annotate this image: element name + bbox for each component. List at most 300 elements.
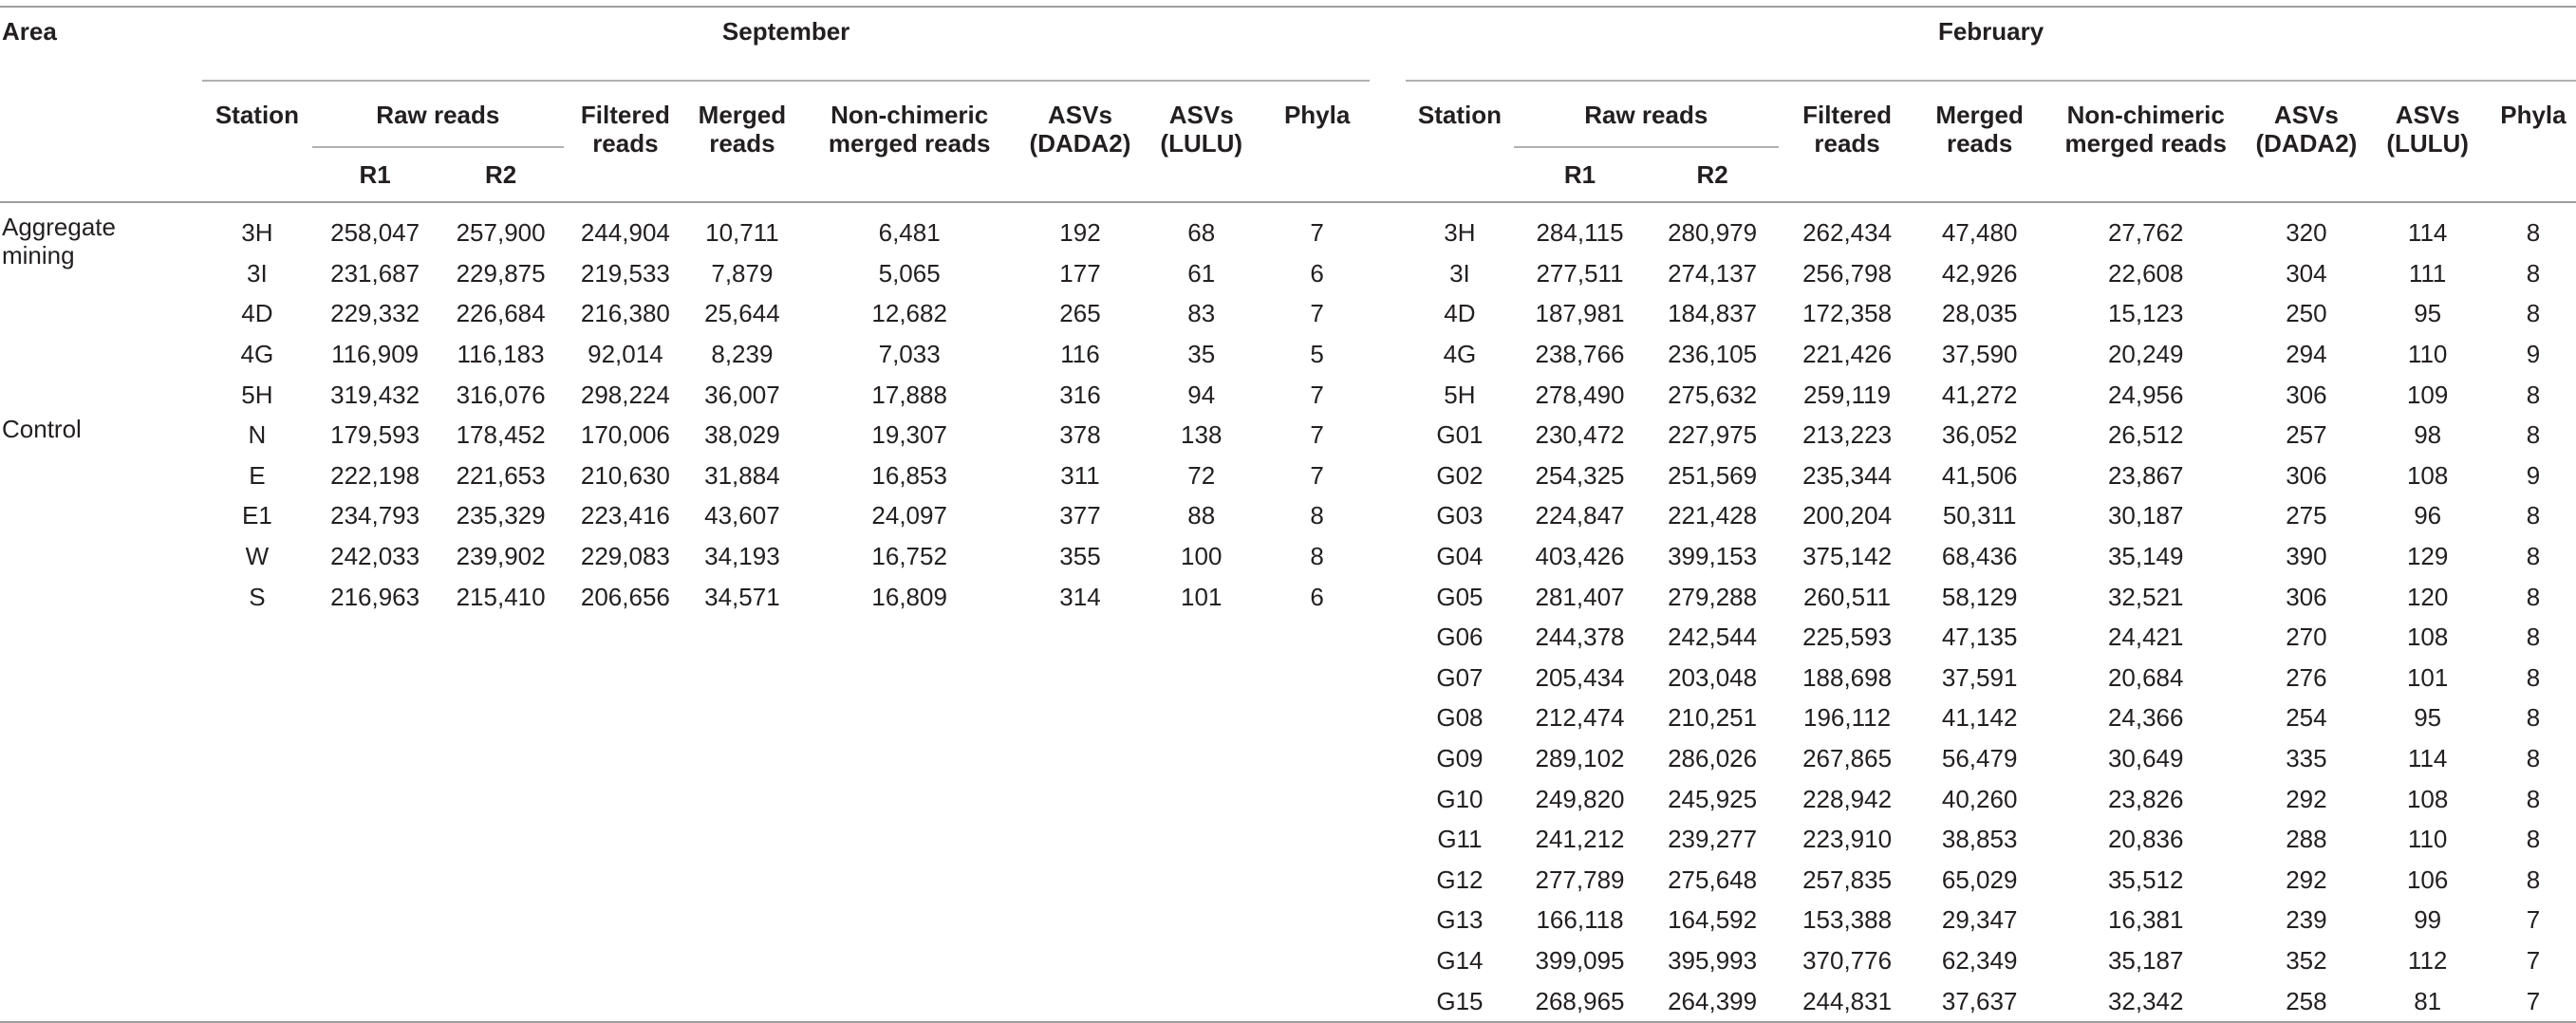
sep-r2-cell: 239,902 — [456, 542, 546, 571]
feb-merged-cell: 37,590 — [1941, 340, 2018, 369]
month-gap — [1370, 334, 1406, 375]
month-gap — [1370, 658, 1406, 698]
sep-phyla-cell: 7 — [1310, 380, 1324, 409]
sep-asvs-lulu-cell: 94 — [1187, 380, 1216, 409]
feb-asvs-dada2-cell: 257 — [2286, 420, 2327, 450]
sep-asvs-lulu-cell: 35 — [1187, 340, 1216, 369]
table-row — [0, 334, 2576, 375]
sep-merged-cell: 34,193 — [704, 542, 780, 571]
sep-station-cell: W — [245, 542, 270, 571]
sep-r2-cell: 229,875 — [456, 258, 546, 288]
sep-filtered-cell — [564, 658, 687, 698]
feb-phyla-cell: 8 — [2526, 703, 2541, 733]
feb-r1-cell: 268,965 — [1535, 986, 1625, 1015]
feb-merged-header: Merged reads — [1935, 101, 2024, 158]
sep-asvs-dada2-cell — [1021, 658, 1138, 698]
feb-station-cell: G12 — [1436, 865, 1484, 894]
sep-asvs-dada2-cell — [1021, 738, 1138, 779]
sep-raw-reads-header: Raw reads — [312, 81, 564, 147]
feb-r2-cell: 239,277 — [1668, 825, 1758, 854]
month-gap — [1370, 456, 1406, 496]
sep-asvs-lulu-cell — [1139, 778, 1264, 819]
feb-station-header: Station — [1417, 101, 1502, 129]
sep-filtered-cell: 216,380 — [580, 299, 670, 328]
feb-station-cell: G04 — [1436, 542, 1484, 571]
sep-nonchimeric-cell: 6,481 — [878, 218, 941, 248]
feb-r1-cell: 230,472 — [1535, 420, 1625, 450]
feb-asvs-dada2-cell: 306 — [2286, 380, 2327, 409]
feb-r2-header: R2 — [1696, 160, 1728, 189]
feb-filtered-cell: 375,142 — [1802, 542, 1893, 571]
feb-merged-cell: 58,129 — [1941, 582, 2018, 611]
sep-merged-header: Merged reads — [698, 101, 787, 158]
sep-asvs-lulu-cell: 83 — [1187, 299, 1216, 328]
feb-asvs-lulu-cell: 112 — [2407, 945, 2448, 975]
feb-nonchimeric-cell: 32,342 — [2107, 986, 2184, 1015]
feb-filtered-cell: 213,223 — [1802, 420, 1893, 450]
sep-r2-cell — [438, 940, 563, 981]
sep-station-cell — [202, 940, 312, 981]
feb-station-cell: G11 — [1437, 825, 1483, 854]
feb-asvs-dada2-cell: 276 — [2286, 662, 2327, 692]
feb-filtered-cell: 259,119 — [1803, 380, 1892, 409]
sep-asvs-dada2-cell — [1021, 819, 1138, 860]
table-body — [0, 203, 2576, 1022]
table-row — [0, 698, 2576, 738]
table-row — [0, 495, 2576, 536]
feb-phyla-cell: 8 — [2526, 299, 2541, 328]
sep-phyla-header: Phyla — [1283, 101, 1351, 129]
sep-asvs-dada2-cell — [1021, 980, 1138, 1022]
sep-r1-cell — [312, 617, 438, 658]
sep-r1-cell: 229,332 — [330, 299, 420, 328]
feb-r2-cell: 227,975 — [1668, 420, 1758, 450]
sep-station-cell: 5H — [241, 380, 273, 409]
sep-r1-cell — [312, 980, 438, 1022]
sep-merged-cell: 7,879 — [711, 258, 774, 288]
table-row — [0, 819, 2576, 860]
sep-nonchimeric-cell: 12,682 — [871, 299, 947, 328]
sep-r1-cell: 179,593 — [330, 420, 420, 450]
sep-merged-cell — [687, 698, 797, 738]
sep-phyla-cell: 7 — [1310, 420, 1324, 450]
sep-asvs-dada2-cell: 116 — [1060, 340, 1100, 369]
sep-r2-cell: 116,183 — [457, 340, 545, 369]
area-header: Area — [0, 7, 202, 202]
sep-asvs-lulu-cell: 100 — [1181, 542, 1223, 571]
feb-phyla-cell: 8 — [2526, 380, 2541, 409]
sep-asvs-lulu-cell — [1139, 860, 1264, 901]
feb-station-cell: 3H — [1444, 218, 1476, 248]
sep-r1-cell: 216,963 — [330, 582, 420, 611]
sep-filtered-cell — [564, 819, 687, 860]
feb-asvs-dada2-cell: 352 — [2286, 945, 2327, 975]
sep-merged-cell: 8,239 — [711, 340, 774, 369]
feb-r1-cell: 399,095 — [1535, 945, 1625, 975]
feb-merged-cell: 28,035 — [1941, 299, 2018, 328]
sep-phyla-cell — [1264, 658, 1370, 698]
table-row — [0, 203, 2576, 253]
month-gap — [1370, 374, 1406, 415]
sep-asvs-dada2-cell: 177 — [1059, 258, 1101, 288]
feb-asvs-lulu-cell: 129 — [2406, 542, 2449, 571]
sep-merged-cell — [687, 900, 797, 940]
area-cell: Control — [2, 414, 82, 443]
feb-station-cell: G03 — [1436, 501, 1484, 530]
sep-filtered-cell: 229,083 — [580, 542, 670, 571]
sep-station-cell — [202, 860, 312, 901]
feb-phyla-cell: 8 — [2526, 865, 2541, 894]
month-gap — [1370, 495, 1406, 536]
feb-phyla-cell: 7 — [2526, 945, 2541, 975]
feb-merged-cell: 62,349 — [1941, 945, 2018, 975]
feb-station-cell: G13 — [1436, 905, 1484, 935]
feb-asvs-lulu-cell: 110 — [2407, 825, 2448, 854]
sep-merged-cell — [687, 658, 797, 698]
feb-asvs-dada2-cell: 320 — [2286, 218, 2327, 248]
feb-asvs-dada2-cell: 294 — [2286, 340, 2327, 369]
sep-station-cell: 3H — [241, 218, 273, 248]
feb-r2-cell: 251,569 — [1668, 460, 1758, 490]
feb-merged-cell: 29,347 — [1941, 905, 2018, 935]
feb-r1-cell: 224,847 — [1535, 501, 1625, 530]
feb-merged-cell: 36,052 — [1941, 420, 2018, 450]
table-row — [0, 980, 2576, 1022]
table-row — [0, 658, 2576, 698]
sep-asvs-lulu-cell: 138 — [1181, 420, 1223, 450]
feb-r2-cell: 395,993 — [1668, 945, 1758, 975]
sep-station-cell: N — [248, 420, 267, 450]
sep-r2-cell — [438, 860, 563, 901]
sep-asvs-dada2-cell — [1021, 617, 1138, 658]
sep-station-cell: 4G — [240, 340, 274, 369]
sep-phyla-cell — [1264, 860, 1370, 901]
sep-asvs-lulu-cell — [1139, 698, 1264, 738]
feb-merged-cell: 41,142 — [1941, 703, 2018, 733]
feb-nonchimeric-cell: 35,149 — [2107, 542, 2184, 571]
feb-filtered-cell: 244,831 — [1802, 986, 1893, 1015]
feb-asvs-dada2-header: ASVs (DADA2) — [2255, 101, 2358, 158]
sep-r1-cell: 319,432 — [330, 380, 420, 409]
feb-asvs-dada2-cell: 335 — [2286, 744, 2327, 773]
table-row — [0, 293, 2576, 334]
month-gap — [1370, 940, 1406, 981]
feb-asvs-lulu-cell: 110 — [2407, 340, 2448, 369]
feb-phyla-cell: 9 — [2526, 460, 2541, 490]
sep-asvs-lulu-cell — [1139, 940, 1264, 981]
sep-nonchimeric-cell — [797, 860, 1022, 901]
sep-r2-cell: 235,329 — [456, 501, 546, 530]
feb-r1-cell: 238,766 — [1535, 340, 1625, 369]
feb-merged-cell: 41,272 — [1941, 380, 2018, 409]
september-header: September — [202, 7, 1370, 81]
sep-merged-cell — [687, 738, 797, 779]
sep-r2-cell — [438, 980, 563, 1022]
feb-r1-cell: 278,490 — [1535, 380, 1625, 409]
feb-phyla-cell: 8 — [2526, 218, 2541, 248]
feb-r2-cell: 203,048 — [1668, 662, 1758, 692]
feb-r1-cell: 166,118 — [1536, 905, 1624, 935]
feb-merged-cell: 37,591 — [1941, 662, 2018, 692]
feb-filtered-cell: 267,865 — [1802, 744, 1893, 773]
sep-filtered-cell: 223,416 — [580, 501, 670, 530]
sep-asvs-dada2-cell: 314 — [1059, 582, 1101, 611]
month-gap — [1370, 698, 1406, 738]
feb-r2-cell: 164,592 — [1668, 905, 1758, 935]
feb-filtered-cell: 223,910 — [1802, 825, 1893, 854]
feb-asvs-lulu-cell: 96 — [2414, 501, 2442, 530]
sep-r2-cell — [438, 778, 563, 819]
sep-nonchimeric-cell — [797, 658, 1022, 698]
feb-asvs-lulu-cell: 111 — [2408, 258, 2447, 288]
sep-phyla-cell — [1264, 698, 1370, 738]
feb-filtered-cell: 200,204 — [1802, 501, 1893, 530]
sep-nonchimeric-cell — [797, 900, 1022, 940]
sep-merged-cell — [687, 860, 797, 901]
sep-asvs-dada2-header: ASVs (DADA2) — [1029, 101, 1131, 158]
feb-nonchimeric-cell: 35,187 — [2107, 945, 2184, 975]
sep-asvs-dada2-cell: 316 — [1059, 380, 1101, 409]
feb-r2-cell: 210,251 — [1668, 703, 1758, 733]
sep-asvs-lulu-cell — [1139, 617, 1264, 658]
feb-nonchimeric-cell: 24,421 — [2107, 623, 2184, 652]
feb-filtered-cell: 257,835 — [1802, 865, 1893, 894]
feb-asvs-lulu-cell: 108 — [2406, 784, 2449, 813]
feb-r1-cell: 205,434 — [1535, 662, 1625, 692]
feb-asvs-lulu-header: ASVs (LULU) — [2386, 101, 2469, 158]
sep-r2-cell — [438, 738, 563, 779]
sep-r1-cell — [312, 819, 438, 860]
feb-asvs-dada2-cell: 306 — [2286, 582, 2327, 611]
sep-filtered-cell: 210,630 — [580, 460, 670, 490]
month-gap — [1370, 203, 1406, 253]
sep-r2-cell: 226,684 — [456, 299, 546, 328]
sep-r2-cell — [438, 819, 563, 860]
sep-phyla-cell: 6 — [1310, 582, 1324, 611]
sep-r2-cell: 178,452 — [456, 420, 546, 450]
month-gap — [1370, 81, 1406, 202]
feb-r2-cell: 280,979 — [1668, 218, 1758, 248]
sep-filtered-cell: 219,533 — [580, 258, 670, 288]
sep-nonchimeric-cell — [797, 698, 1022, 738]
sep-asvs-lulu-cell — [1139, 980, 1264, 1022]
feb-station-cell: 5H — [1444, 380, 1476, 409]
sep-asvs-lulu-cell: 68 — [1187, 218, 1216, 248]
feb-asvs-lulu-cell: 109 — [2406, 380, 2449, 409]
sep-station-cell — [202, 900, 312, 940]
sep-station-cell — [202, 819, 312, 860]
sep-merged-cell — [687, 617, 797, 658]
feb-phyla-cell: 8 — [2526, 744, 2541, 773]
sep-asvs-lulu-cell — [1139, 738, 1264, 779]
feb-asvs-lulu-cell: 114 — [2407, 218, 2448, 248]
sep-nonchimeric-cell: 24,097 — [871, 501, 947, 530]
feb-station-cell: G01 — [1436, 420, 1484, 450]
feb-nonchimeric-cell: 23,826 — [2107, 784, 2184, 813]
feb-r1-cell: 187,981 — [1535, 299, 1625, 328]
sep-asvs-dada2-cell: 311 — [1060, 460, 1100, 490]
feb-station-cell: G10 — [1436, 784, 1484, 813]
sep-filtered-cell: 206,656 — [580, 582, 670, 611]
sep-asvs-dada2-cell: 378 — [1059, 420, 1101, 450]
sep-r1-cell: 234,793 — [330, 501, 420, 530]
month-gap — [1370, 576, 1406, 617]
feb-r2-cell: 286,026 — [1668, 744, 1758, 773]
feb-station-cell: 4G — [1443, 340, 1477, 369]
month-gap — [1370, 819, 1406, 860]
sep-nonchimeric-cell — [797, 980, 1022, 1022]
feb-station-cell: 4D — [1444, 299, 1476, 328]
sep-phyla-cell — [1264, 617, 1370, 658]
sep-filtered-cell — [564, 738, 687, 779]
feb-asvs-lulu-cell: 101 — [2406, 662, 2449, 692]
sep-nonchimeric-cell — [797, 738, 1022, 779]
sep-r1-header: R1 — [359, 160, 391, 189]
sep-station-cell — [202, 738, 312, 779]
sep-filtered-cell — [564, 980, 687, 1022]
feb-r1-cell: 281,407 — [1535, 582, 1625, 611]
feb-r1-cell: 254,325 — [1535, 460, 1625, 490]
month-gap — [1370, 738, 1406, 779]
sep-nonchimeric-cell: 16,752 — [871, 542, 947, 571]
feb-phyla-cell: 8 — [2526, 501, 2541, 530]
sep-asvs-lulu-cell: 72 — [1187, 460, 1216, 490]
feb-merged-cell: 56,479 — [1941, 744, 2018, 773]
sep-phyla-cell — [1264, 819, 1370, 860]
feb-merged-cell: 41,506 — [1941, 460, 2018, 490]
sep-r2-cell — [438, 658, 563, 698]
feb-asvs-lulu-cell: 98 — [2414, 420, 2442, 450]
sep-station-cell — [202, 698, 312, 738]
sep-nonchimeric-cell: 5,065 — [878, 258, 941, 288]
sep-r1-cell — [312, 738, 438, 779]
sequencing-reads-table — [0, 6, 2576, 1023]
sep-r2-cell — [438, 900, 563, 940]
sep-station-cell — [202, 658, 312, 698]
feb-asvs-dada2-cell: 304 — [2286, 258, 2327, 288]
feb-filtered-header: Filtered reads — [1802, 101, 1893, 158]
month-gap — [1370, 536, 1406, 577]
feb-phyla-cell: 9 — [2526, 340, 2541, 369]
sep-nonchimeric-cell — [797, 940, 1022, 981]
sep-asvs-lulu-cell — [1139, 819, 1264, 860]
feb-filtered-cell: 260,511 — [1803, 582, 1892, 611]
feb-station-cell: G14 — [1436, 945, 1484, 975]
sep-r1-cell: 231,687 — [330, 258, 420, 288]
feb-r2-cell: 184,837 — [1668, 299, 1758, 328]
feb-phyla-cell: 8 — [2526, 825, 2541, 854]
feb-nonchimeric-cell: 30,187 — [2107, 501, 2184, 530]
sep-phyla-cell — [1264, 900, 1370, 940]
table-row — [0, 940, 2576, 981]
feb-filtered-cell: 256,798 — [1802, 258, 1893, 288]
sep-asvs-lulu-cell: 61 — [1187, 258, 1216, 288]
table-row — [0, 738, 2576, 779]
month-gap — [1370, 980, 1406, 1022]
sep-station-header: Station — [215, 101, 299, 129]
feb-r1-cell: 241,212 — [1535, 825, 1625, 854]
feb-merged-cell: 40,260 — [1941, 784, 2018, 813]
area-cell: Aggregate mining — [2, 213, 116, 270]
feb-nonchimeric-cell: 16,381 — [2107, 905, 2184, 935]
feb-r1-cell: 244,378 — [1535, 623, 1625, 652]
sep-asvs-dada2-cell — [1021, 778, 1138, 819]
sep-phyla-cell — [1264, 980, 1370, 1022]
sep-phyla-cell: 8 — [1310, 501, 1324, 530]
sep-merged-cell — [687, 819, 797, 860]
sep-asvs-lulu-cell — [1139, 900, 1264, 940]
sep-filtered-cell: 298,224 — [580, 380, 670, 409]
month-gap — [1370, 415, 1406, 456]
month-gap — [1370, 253, 1406, 294]
sep-merged-cell: 31,884 — [704, 460, 780, 490]
sep-merged-cell: 34,571 — [704, 582, 780, 611]
sep-nonchimeric-cell: 16,809 — [871, 582, 947, 611]
table-row — [0, 617, 2576, 658]
sep-phyla-cell — [1264, 778, 1370, 819]
sep-nonchimeric-cell: 17,888 — [871, 380, 947, 409]
feb-filtered-cell: 153,388 — [1802, 905, 1893, 935]
sep-merged-cell: 25,644 — [704, 299, 780, 328]
sep-r2-header: R2 — [484, 160, 517, 189]
feb-r1-cell: 212,474 — [1535, 703, 1625, 733]
sep-station-cell — [202, 980, 312, 1022]
sep-merged-cell — [687, 778, 797, 819]
feb-nonchimeric-cell: 20,249 — [2107, 340, 2184, 369]
feb-r2-cell: 221,428 — [1668, 501, 1758, 530]
sep-asvs-lulu-cell: 88 — [1187, 501, 1216, 530]
feb-asvs-dada2-cell: 250 — [2286, 299, 2327, 328]
table-row — [0, 576, 2576, 617]
feb-asvs-dada2-cell: 306 — [2286, 460, 2327, 490]
sep-nonchimeric-cell: 16,853 — [871, 460, 947, 490]
feb-r1-cell: 284,115 — [1536, 218, 1624, 248]
sep-nonchimeric-cell — [797, 819, 1022, 860]
sep-filtered-header: Filtered reads — [580, 101, 670, 158]
feb-asvs-lulu-cell: 95 — [2414, 703, 2442, 733]
sep-asvs-dada2-cell — [1021, 940, 1138, 981]
feb-nonchimeric-cell: 24,956 — [2107, 380, 2184, 409]
sep-station-cell — [202, 778, 312, 819]
feb-r2-cell: 236,105 — [1668, 340, 1758, 369]
feb-asvs-dada2-cell: 275 — [2286, 501, 2327, 530]
sep-asvs-dada2-cell — [1021, 698, 1138, 738]
sep-station-cell: 4D — [241, 299, 273, 328]
feb-merged-cell: 68,436 — [1941, 542, 2018, 571]
feb-asvs-dada2-cell: 292 — [2286, 865, 2327, 894]
feb-r1-cell: 277,511 — [1536, 258, 1624, 288]
feb-station-cell: G07 — [1436, 662, 1484, 692]
feb-filtered-cell: 196,112 — [1803, 703, 1892, 733]
sep-filtered-cell: 244,904 — [580, 218, 670, 248]
sep-r1-cell: 242,033 — [330, 542, 420, 571]
sep-nonchimeric-cell: 19,307 — [871, 420, 947, 450]
table-row — [0, 415, 2576, 456]
feb-merged-cell: 37,637 — [1941, 986, 2018, 1015]
table-row — [0, 860, 2576, 901]
sep-asvs-dada2-cell: 377 — [1059, 501, 1101, 530]
sep-filtered-cell — [564, 617, 687, 658]
month-gap — [1370, 293, 1406, 334]
feb-filtered-cell: 235,344 — [1802, 460, 1893, 490]
feb-station-cell: G02 — [1436, 460, 1484, 490]
feb-nonchimeric-cell: 23,867 — [2107, 460, 2184, 490]
month-gap — [1370, 7, 1406, 81]
sep-asvs-dada2-cell: 192 — [1059, 218, 1101, 248]
sep-asvs-lulu-cell — [1139, 658, 1264, 698]
feb-phyla-cell: 8 — [2526, 542, 2541, 571]
sep-merged-cell: 38,029 — [704, 420, 780, 450]
